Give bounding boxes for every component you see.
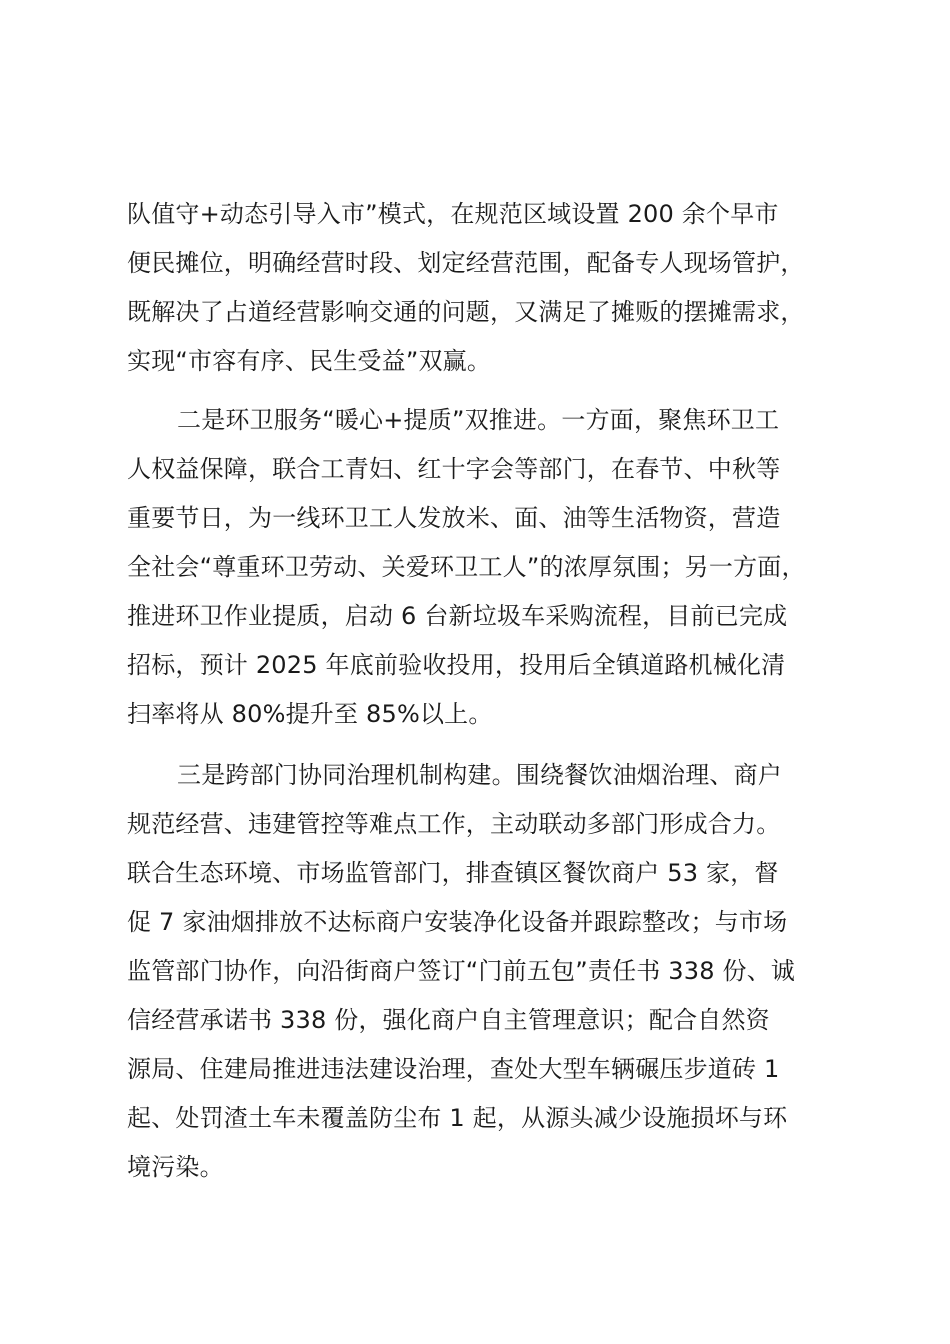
paragraph-2-line-5: 推进环卫作业提质，启动 6 台新垃圾车采购流程，目前已完成 — [127, 602, 788, 630]
paragraph-2-line-6: 招标，预计 2025 年底前验收投用，投用后全镇道路机械化清 — [127, 651, 786, 679]
paragraph-1-line-2: 便民摊位，明确经营时段、划定经营范围，配备专人现场管护， — [127, 249, 805, 277]
paragraph-3-line-3: 联合生态环境、市场监管部门，排查镇区餐饮商户 53 家，督 — [127, 859, 779, 887]
paragraph-1-line-1: 队值守+动态引导入市”模式，在规范区域设置 200 余个早市 — [127, 200, 779, 228]
paragraph-3-line-6: 信经营承诺书 338 份，强化商户自主管理意识；配合自然资 — [127, 1006, 770, 1034]
paragraph-2-line-4: 全社会“尊重环卫劳动、关爱环卫工人”的浓厚氛围；另一方面， — [127, 553, 806, 581]
paragraph-3-line-9: 境污染。 — [127, 1153, 224, 1181]
paragraph-3-line-5: 监管部门协作，向沿街商户签订“门前五包”责任书 338 份、诚 — [127, 957, 796, 985]
paragraph-3-line-7: 源局、住建局推进违法建设治理，查处大型车辆碾压步道砖 1 — [127, 1055, 780, 1083]
paragraph-1-line-4: 实现“市容有序、民生受益”双赢。 — [127, 347, 492, 375]
paragraph-2-line-7: 扫率将从 80%提升至 85%以上。 — [127, 700, 493, 728]
paragraph-3-line-8: 起、处罚渣土车未覆盖防尘布 1 起，从源头减少设施损坏与环 — [127, 1104, 788, 1132]
paragraph-3-line-1: 三是跨部门协同治理机制构建。围绕餐饮油烟治理、商户 — [177, 761, 782, 789]
paragraph-3-line-4: 促 7 家油烟排放不达标商户安装净化设备并跟踪整改；与市场 — [127, 908, 788, 936]
paragraph-2-line-1: 二是环卫服务“暖心+提质”双推进。一方面，聚焦环卫工 — [177, 406, 780, 434]
paragraph-2-line-2: 人权益保障，联合工青妇、红十字会等部门，在春节、中秋等 — [127, 455, 781, 483]
paragraph-2-line-3: 重要节日，为一线环卫工人发放米、面、油等生活物资，营造 — [127, 504, 781, 532]
paragraph-3-line-2: 规范经营、违建管控等难点工作，主动联动多部门形成合力。 — [127, 810, 781, 838]
paragraph-1-line-3: 既解决了占道经营影响交通的问题，又满足了摊贩的摆摊需求， — [127, 298, 805, 326]
